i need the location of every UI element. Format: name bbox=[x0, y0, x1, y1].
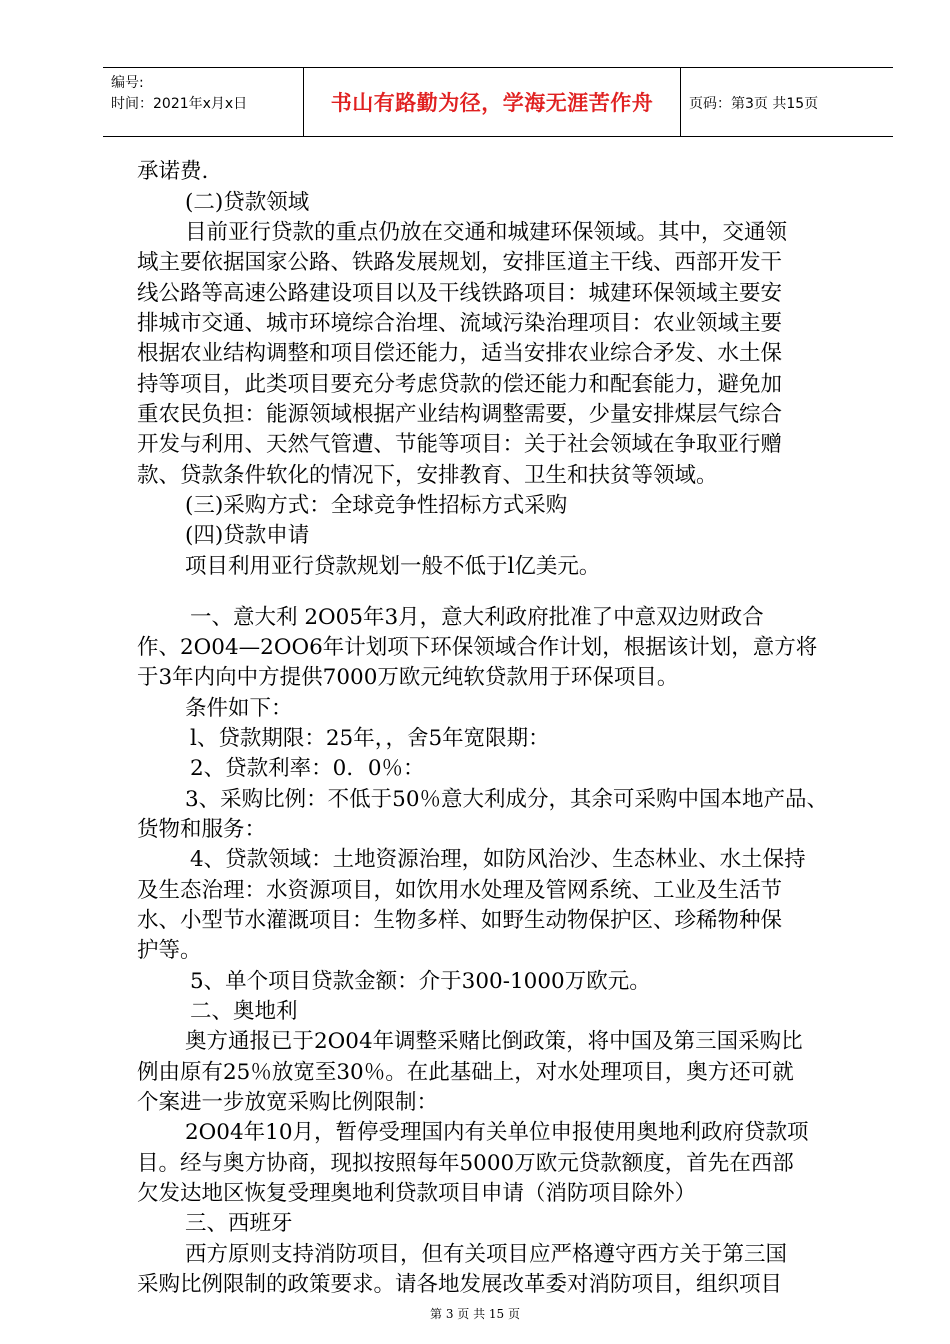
list-item: 5、单个项目贷款金额：介于300-1000万欧元。 bbox=[190, 969, 651, 994]
page-footer: 第 3 页 共 15 页 bbox=[430, 1307, 520, 1321]
text-line: 根据农业结构调整和项目偿还能力，适当安排农业综合矛发、水土保 bbox=[137, 341, 783, 366]
document-time-label: 时间：2021年x月x日 bbox=[111, 96, 248, 112]
text-line: 及生态治理：水资源项目，如饮用水处理及管网系统、工业及生活节 bbox=[137, 878, 783, 903]
header-divider bbox=[680, 68, 681, 136]
text-line: 线公路等高速公路建设项目以及干线铁路项目：城建环保领域主要安 bbox=[137, 281, 783, 306]
section-heading: 一、意大利 2O05年3月，意大利政府批准了中意双边财政合 bbox=[190, 605, 764, 630]
section-heading: 二、奥地利 bbox=[190, 999, 298, 1024]
text-line: 持等项目，此类项目要充分考虑贷款的偿还能力和配套能力，避免加 bbox=[137, 372, 783, 397]
text-line: 承诺费. bbox=[137, 159, 209, 184]
text-line: 水、小型节水灌溉项目：生物多样、如野生动物保护区、珍稀物种保 bbox=[137, 908, 783, 933]
text-line: 开发与利用、天然气管遭、节能等项目：关于社会领域在争取亚行赠 bbox=[137, 432, 783, 457]
text-line: 奥方通报已于2O04年调整采赌比倒政策，将中国及第三国采购比 bbox=[185, 1029, 803, 1054]
list-item: 4、贷款领域：土地资源治理，如防风治沙、生态林业、水土保持 bbox=[190, 847, 806, 872]
text-line: 个案进一步放宽采购比例限制： bbox=[137, 1090, 439, 1115]
text-line: 作、2O04—2OO6年计划项下环保领域合作计划，根据该计划，意方将 bbox=[137, 635, 818, 660]
text-line: 项目利用亚行贷款规划一般不低于l亿美元。 bbox=[185, 554, 601, 579]
section-heading: (三)采购方式：全球竞争性招标方式采购 bbox=[185, 493, 568, 518]
header-meta bbox=[103, 68, 303, 136]
list-item: 2、贷款利率：0．0％： bbox=[190, 756, 425, 781]
text-line: 欠发达地区恢复受理奥地利贷款项目申请（消防项目除外） bbox=[137, 1181, 697, 1206]
text-line: 例由原有25％放宽至30％。在此基础上，对水处理项目，奥方还可就 bbox=[137, 1060, 794, 1085]
header-motto: 书山有路勤为径，学海无涯苦作舟 bbox=[330, 91, 654, 115]
text-line: 排城市交通、城市环境综合治埋、流域污染治理项目：农业领域主要 bbox=[137, 311, 783, 336]
text-line: 采购比例限制的政策要求。请各地发展改革委对消防项目，组织项目 bbox=[137, 1272, 783, 1297]
section-heading: (四)贷款申请 bbox=[185, 523, 310, 548]
text-line: 目前亚行贷款的重点仍放在交通和城建环保领域。其中，交通领 bbox=[185, 220, 788, 245]
text-line: 条件如下： bbox=[185, 696, 293, 721]
page-header bbox=[103, 67, 893, 137]
text-line: 目。经与奥方协商，现拟按照每年5000万欧元贷款额度，首先在西部 bbox=[137, 1151, 794, 1176]
text-line: 重农民负担：能源领域根据产业结构调整需要，少量安排煤层气综合 bbox=[137, 402, 783, 427]
text-line: 西方原则支持消防项目，但有关项目应严格遵守西方关于第三国 bbox=[185, 1242, 788, 1267]
text-line: 域主要依据国家公路、铁路发展规划，安排匡道主干线、西部开发干 bbox=[137, 250, 783, 275]
section-heading: (二)贷款领域 bbox=[185, 190, 310, 215]
text-line: 护等。 bbox=[137, 938, 202, 963]
text-line: 款、贷款条件软化的情况下，安排教育、卫生和扶贫等领域。 bbox=[137, 463, 718, 488]
section-heading: 三、西班牙 bbox=[185, 1211, 293, 1236]
text-line: 于3年内向中方提供7000万欧元纯软贷款用于环保项目。 bbox=[137, 665, 679, 690]
text-line: 货物和服务： bbox=[137, 817, 267, 842]
document-number-label: 编号: bbox=[111, 75, 144, 91]
list-item: l、贷款期限：25年，，舍5年宽限期： bbox=[190, 726, 550, 751]
header-page-code: 页码：第3页 共15页 bbox=[689, 96, 819, 112]
list-item: 3、采购比例：不低于50％意大利成分，其余可采购中国本地产品、 bbox=[185, 787, 829, 812]
text-line: 2O04年10月，暂停受理国内有关单位申报使用奥地利政府贷款项 bbox=[185, 1120, 809, 1145]
